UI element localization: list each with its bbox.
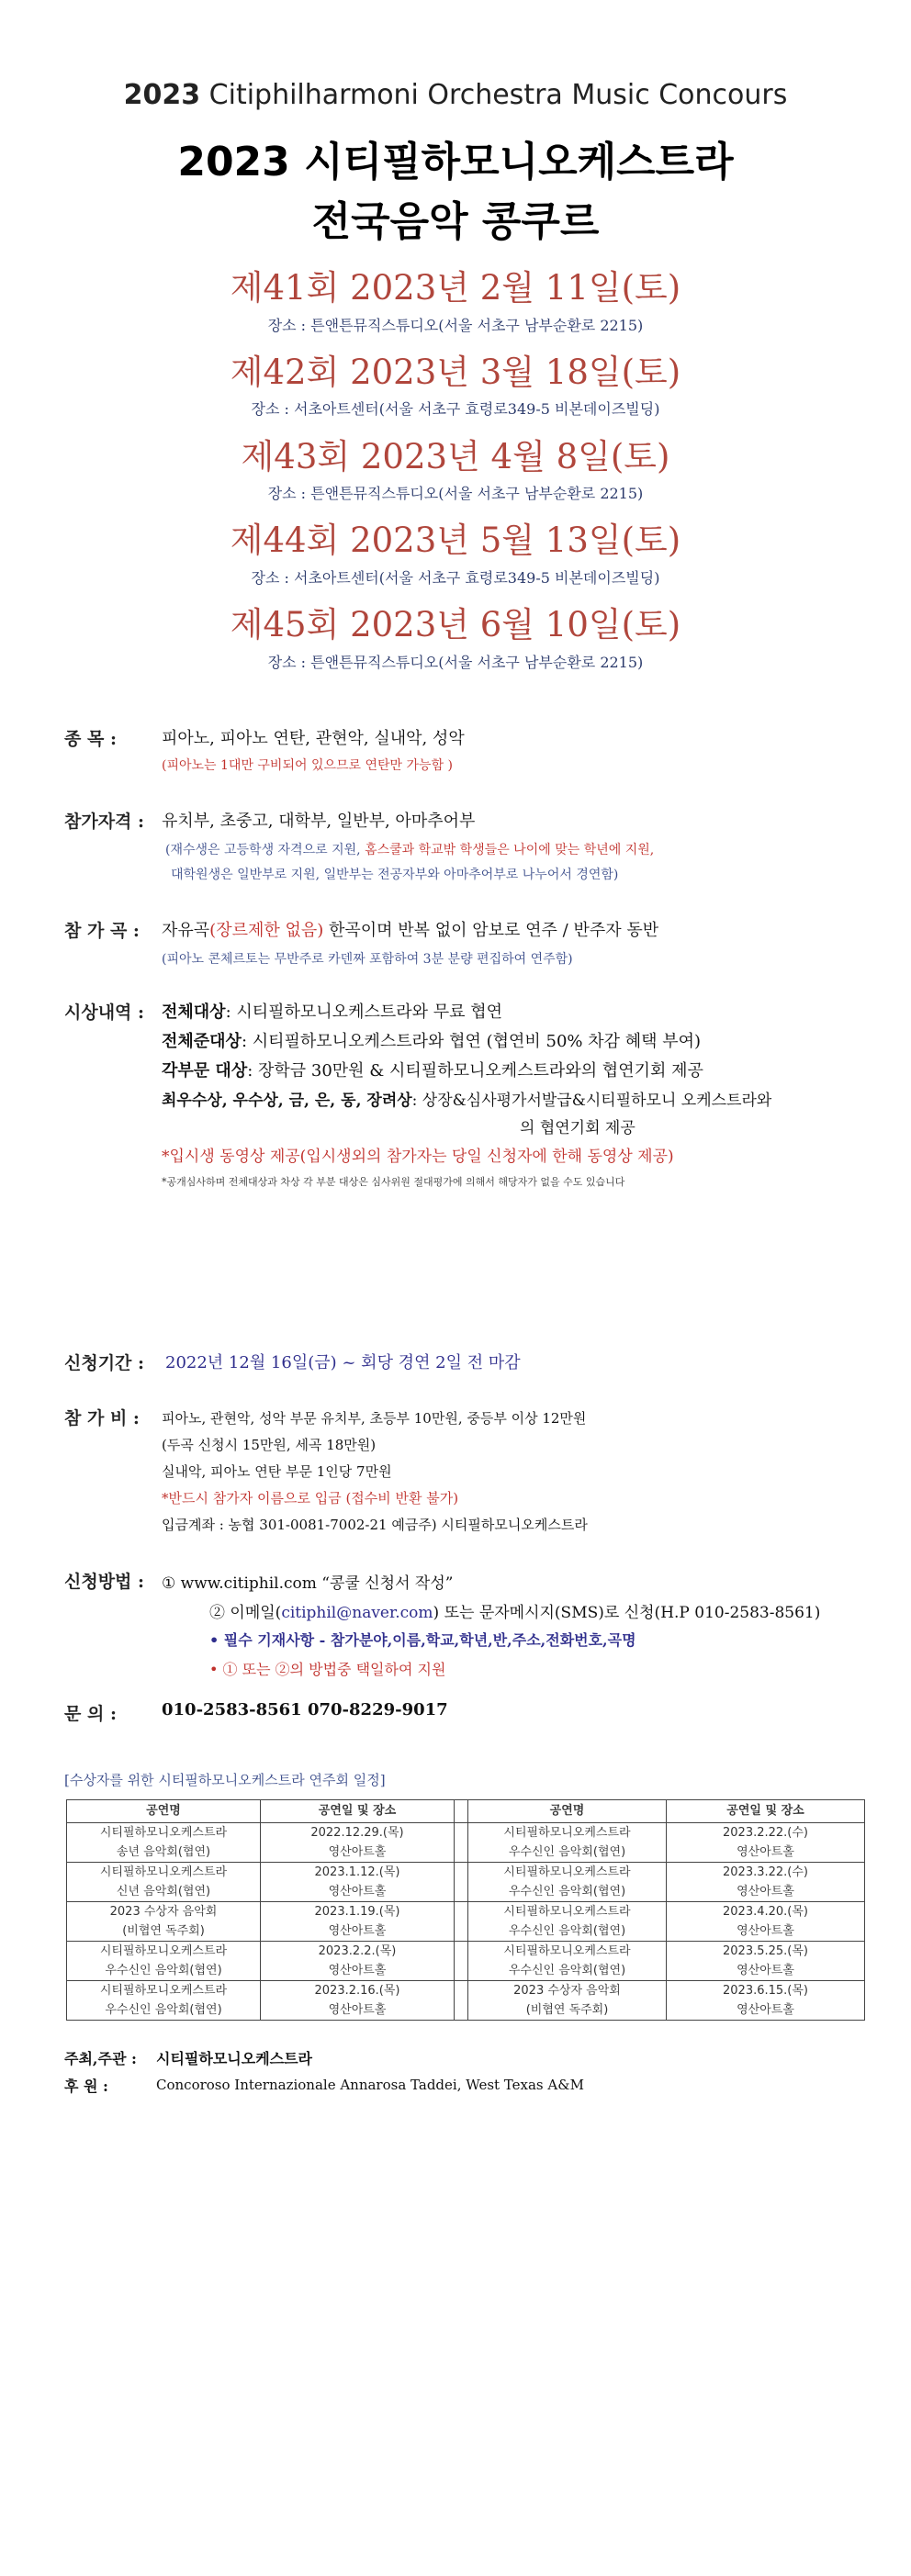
schedule-gap bbox=[455, 1902, 468, 1942]
fee-line1: 피아노, 관현악, 성악 부문 유치부, 초등부 10만원, 중등부 이상 12만원 bbox=[162, 1410, 587, 1427]
concert-subname: 우수신인 음악회(협연) bbox=[508, 1924, 626, 1938]
awards-line3-bold: 각부문 대상 bbox=[162, 1061, 248, 1081]
concert-name: 시티필하모니오케스트라 bbox=[503, 1826, 631, 1840]
sponsor-label: 후 원 : bbox=[64, 2078, 108, 2095]
concert-name: 시티필하모니오케스트라 bbox=[99, 1826, 228, 1840]
round-41-title: 제41회 2023년 2월 11일(토) bbox=[230, 268, 681, 308]
concert-date: 2023.6.15.(목) bbox=[723, 1984, 808, 1998]
schedule-cell-date bbox=[667, 1823, 865, 1863]
method-label: 신청방법 : bbox=[64, 1572, 145, 1592]
concert-place: 영산아트홀 bbox=[737, 1964, 794, 1977]
organizer-label: 주최,주관 : bbox=[64, 2050, 137, 2067]
concert-date: 2023.1.19.(목) bbox=[314, 1905, 400, 1919]
concert-date: 2022.12.29.(목) bbox=[310, 1826, 404, 1840]
eligibility-note-line1 bbox=[165, 840, 654, 858]
schedule-cell-date bbox=[667, 1942, 865, 1981]
fee-line2: (두곡 신청시 15만원, 세곡 18만원) bbox=[162, 1437, 377, 1453]
schedule-table-wrapper bbox=[66, 1799, 865, 2021]
pieces-value-a: 자유곡 bbox=[162, 921, 210, 940]
concert-place: 영산아트홀 bbox=[328, 1885, 387, 1898]
concert-place: 영산아트홀 bbox=[328, 2003, 387, 2017]
method-line2-c: ) 또는 문자메시지(SMS)로 신청(H.P 010-2583-8561) bbox=[433, 1604, 821, 1622]
period-value: 2022년 12월 16일(금) ~ 회당 경연 2일 전 마감 bbox=[165, 1353, 521, 1372]
awards-line2 bbox=[162, 1028, 701, 1052]
concert-name: 시티필하모니오케스트라 bbox=[503, 1905, 631, 1919]
concert-subname: (비협연 독주회) bbox=[122, 1924, 205, 1938]
awards-line2-text: : 시티필하모니오케스트라와 협연 (협연비 50% 차감 혜택 부여) bbox=[241, 1032, 702, 1051]
fee-line5: 입금계좌 : 농협 301-0081-7002-21 예금주) 시티필하모니오케스트라 bbox=[162, 1517, 588, 1533]
schedule-cell-date bbox=[667, 1902, 865, 1942]
schedule-header-name-left: 공연명 bbox=[67, 1800, 261, 1823]
schedule-cell-date bbox=[261, 1942, 455, 1981]
awards-line2-bold: 전체준대상 bbox=[162, 1032, 242, 1051]
concert-name: 시티필하모니오케스트라 bbox=[503, 1944, 631, 1958]
pieces-value-b: (장르제한 없음) bbox=[209, 921, 324, 940]
concert-date: 2023.2.22.(수) bbox=[723, 1826, 808, 1840]
schedule-cell-name bbox=[67, 1902, 261, 1942]
eligibility-note-line2: 대학원생은 일반부로 지원, 일반부는 전공자부와 아마추어부로 나누어서 경연함) bbox=[171, 868, 619, 882]
sponsor-value: Concoroso Internazionale Annarosa Taddei, West Texas A&M bbox=[156, 2077, 584, 2093]
schedule-cell-date bbox=[261, 1981, 455, 2021]
title-english bbox=[0, 79, 911, 111]
round-41-venue: 장소 : 튼앤튼뮤직스튜디오(서울 서초구 남부순환로 2215) bbox=[267, 317, 644, 334]
schedule-cell-date bbox=[261, 1902, 455, 1942]
schedule-row bbox=[67, 1942, 865, 1981]
round-42-title: 제42회 2023년 3월 18일(토) bbox=[230, 353, 681, 392]
awards-label: 시상내역 : bbox=[64, 1002, 145, 1023]
contact-label: 문 의 : bbox=[64, 1704, 117, 1724]
concert-name: 시티필하모니오케스트라 bbox=[99, 1865, 228, 1879]
round-42-venue: 장소 : 서초아트센터(서울 서초구 효령로349-5 비본데이즈빌딩) bbox=[251, 400, 660, 418]
schedule-cell-name bbox=[468, 1823, 667, 1863]
awards-line4 bbox=[162, 1087, 771, 1110]
method-line4: • ① 또는 ②의 방법중 택일하여 지원 bbox=[209, 1661, 446, 1678]
concert-place: 영산아트홀 bbox=[737, 1845, 794, 1859]
schedule-row bbox=[67, 1981, 865, 2021]
pieces-label: 참 가 곡 : bbox=[64, 921, 140, 941]
schedule-cell-name bbox=[468, 1863, 667, 1902]
schedule-table bbox=[66, 1799, 865, 2021]
title-korean-line1: 2023 시티필하모니오케스트라 bbox=[177, 139, 734, 185]
title-english-text: Citiphilharmoni Orchestra Music Concours bbox=[208, 79, 788, 111]
schedule-cell-name bbox=[67, 1863, 261, 1902]
categories-note: (피아노는 1대만 구비되어 있으므로 연탄만 가능함 ) bbox=[162, 758, 454, 773]
organizer-value: 시티필하모니오케스트라 bbox=[156, 2050, 313, 2067]
schedule-cell-name bbox=[468, 1981, 667, 2021]
awards-line1-bold: 전체대상 bbox=[162, 1002, 226, 1022]
schedule-header-date-left: 공연일 및 장소 bbox=[261, 1800, 455, 1823]
eligibility-value: 유치부, 초중고, 대학부, 일반부, 아마추어부 bbox=[162, 812, 476, 831]
method-line2-a: ② 이메일( bbox=[209, 1604, 282, 1622]
concert-date: 2023.1.12.(목) bbox=[314, 1865, 400, 1879]
schedule-cell-date bbox=[667, 1981, 865, 2021]
concert-date: 2023.2.16.(목) bbox=[314, 1984, 400, 1998]
concert-subname: 우수신인 음악회(협연) bbox=[508, 1964, 626, 1977]
concert-subname: 신년 음악회(협연) bbox=[116, 1885, 211, 1898]
schedule-gap bbox=[455, 1823, 468, 1863]
concert-date: 2023.4.20.(목) bbox=[723, 1905, 808, 1919]
title-korean-line2: 전국음악 콩쿠르 bbox=[311, 198, 600, 245]
schedule-row bbox=[67, 1902, 865, 1942]
concert-date: 2023.5.25.(목) bbox=[723, 1944, 808, 1958]
awards-line4-cont: 의 협연기회 제공 bbox=[520, 1119, 635, 1137]
schedule-cell-name bbox=[468, 1902, 667, 1942]
concert-subname: 우수신인 음악회(협연) bbox=[508, 1845, 626, 1859]
concert-name: 시티필하모니오케스트라 bbox=[503, 1865, 631, 1879]
title-english-year: 2023 bbox=[123, 79, 201, 111]
period-label: 신청기간 : bbox=[64, 1353, 145, 1373]
eligibility-label: 참가자격 : bbox=[64, 812, 145, 832]
schedule-row bbox=[67, 1823, 865, 1863]
fee-label: 참 가 비 : bbox=[64, 1408, 140, 1428]
pieces-value bbox=[162, 917, 658, 941]
schedule-cell-date bbox=[261, 1823, 455, 1863]
contact-value: 010-2583-8561 070-8229-9017 bbox=[162, 1700, 448, 1719]
awards-line6: *공개심사하며 전체대상과 차상 각 부분 대상은 심사위원 절대평가에 의해서 해당자가 없을 수도 있습니다 bbox=[162, 1176, 625, 1188]
awards-line3-text: : 장학금 30만원 & 시티필하모니오케스트라와의 협연기회 제공 bbox=[247, 1061, 703, 1081]
eligibility-note-part1: (재수생은 고등학생 자격으로 지원, bbox=[165, 843, 366, 857]
awards-line1 bbox=[162, 999, 502, 1023]
concert-place: 영산아트홀 bbox=[737, 1924, 794, 1938]
round-45-venue: 장소 : 튼앤튼뮤직스튜디오(서울 서초구 남부순환로 2215) bbox=[267, 654, 644, 671]
method-line3: • 필수 기재사항 - 참가분야,이름,학교,학년,반,주소,전화번호,곡명 bbox=[209, 1631, 636, 1649]
concert-name: 시티필하모니오케스트라 bbox=[99, 1944, 228, 1958]
round-44-venue: 장소 : 서초아트센터(서울 서초구 효령로349-5 비본데이즈빌딩) bbox=[251, 569, 660, 587]
awards-line5: *입시생 동영상 제공(입시생외의 참가자는 당일 신청자에 한해 동영상 제공) bbox=[162, 1148, 674, 1166]
concert-place: 영산아트홀 bbox=[328, 1964, 387, 1977]
round-44-title: 제44회 2023년 5월 13일(토) bbox=[230, 521, 681, 560]
schedule-gap bbox=[455, 1800, 468, 1823]
eligibility-note-part2: 홈스쿨과 학교밖 학생들은 나이에 맞는 학년에 지원, bbox=[365, 843, 655, 857]
schedule-title: [수상자를 위한 시티필하모니오케스트라 연주회 일정] bbox=[64, 1772, 386, 1788]
method-line2 bbox=[209, 1599, 820, 1622]
schedule-cell-name bbox=[468, 1942, 667, 1981]
awards-line4-bold: 최우수상, 우수상, 금, 은, 동, 장려상 bbox=[162, 1092, 412, 1110]
concert-name: 2023 수상자 음악회 bbox=[109, 1905, 218, 1919]
method-line1: ① www.citiphil.com “콩쿨 신청서 작성” bbox=[162, 1574, 454, 1593]
concert-name: 2023 수상자 음악회 bbox=[513, 1984, 621, 1998]
fee-line3: 실내악, 피아노 연탄 부문 1인당 7만원 bbox=[162, 1463, 392, 1480]
awards-line4-text: : 상장&심사평가서발급&시티필하모니 오케스트라와 bbox=[411, 1092, 772, 1110]
schedule-gap bbox=[455, 1942, 468, 1981]
concert-subname: 우수신인 음악회(협연) bbox=[105, 1964, 222, 1977]
concert-place: 영산아트홀 bbox=[737, 2003, 794, 2017]
concert-subname: (비협연 독주회) bbox=[525, 2003, 609, 2017]
concert-subname: 송년 음악회(협연) bbox=[116, 1845, 211, 1859]
schedule-header-name-right: 공연명 bbox=[468, 1800, 667, 1823]
schedule-cell-date bbox=[261, 1863, 455, 1902]
schedule-cell-name bbox=[67, 1942, 261, 1981]
concert-subname: 우수신인 음악회(협연) bbox=[508, 1885, 626, 1898]
round-45-title: 제45회 2023년 6월 10일(토) bbox=[230, 605, 681, 644]
schedule-row bbox=[67, 1863, 865, 1902]
awards-line3 bbox=[162, 1058, 703, 1081]
round-43-title: 제43회 2023년 4월 8일(토) bbox=[241, 437, 670, 476]
pieces-note: (피아노 콘체르토는 무반주로 카덴짜 포함하여 3분 분량 편집하여 연주함) bbox=[162, 952, 573, 967]
concert-place: 영산아트홀 bbox=[328, 1845, 387, 1859]
awards-line1-text: : 시티필하모니오케스트라와 무료 협연 bbox=[225, 1002, 502, 1022]
categories-value: 피아노, 피아노 연탄, 관현악, 실내악, 성악 bbox=[162, 729, 465, 748]
fee-line4: *반드시 참가자 이름으로 입금 (접수비 반환 불가) bbox=[162, 1490, 459, 1506]
schedule-header-date-right: 공연일 및 장소 bbox=[667, 1800, 865, 1823]
concert-place: 영산아트홀 bbox=[737, 1885, 794, 1898]
schedule-cell-name bbox=[67, 1823, 261, 1863]
schedule-cell-name bbox=[67, 1981, 261, 2021]
categories-label: 종 목 : bbox=[64, 729, 117, 749]
round-43-venue: 장소 : 튼앤튼뮤직스튜디오(서울 서초구 남부순환로 2215) bbox=[267, 485, 644, 502]
schedule-gap bbox=[455, 1863, 468, 1902]
concert-name: 시티필하모니오케스트라 bbox=[99, 1984, 228, 1998]
email-link[interactable]: citiphil@naver.com bbox=[281, 1604, 433, 1622]
pieces-value-c: 한곡이며 반복 없이 암보로 연주 / 반주자 동반 bbox=[323, 921, 659, 940]
concert-subname: 우수신인 음악회(협연) bbox=[105, 2003, 222, 2017]
concert-date: 2023.2.2.(목) bbox=[318, 1944, 397, 1958]
concert-date: 2023.3.22.(수) bbox=[723, 1865, 808, 1879]
concert-place: 영산아트홀 bbox=[328, 1924, 387, 1938]
schedule-gap bbox=[455, 1981, 468, 2021]
schedule-cell-date bbox=[667, 1863, 865, 1902]
